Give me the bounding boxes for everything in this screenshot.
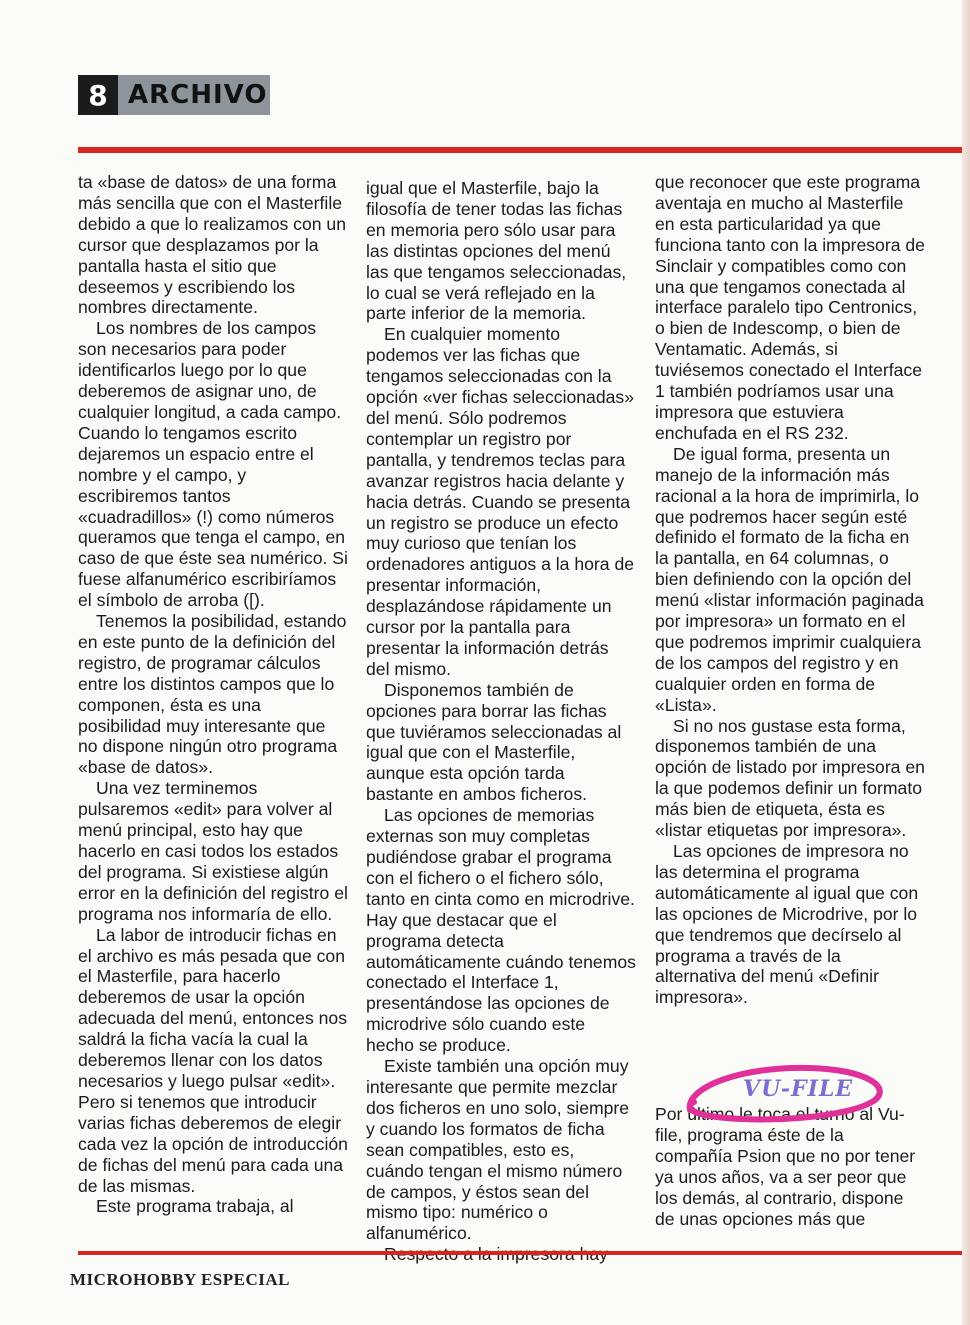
paragraph: Disponemos también de opciones para borrar las fichas que tuviéramos seleccionadas al igual que con el Masterfile, aunque esta opción tarda bastante en ambos ficheros. bbox=[366, 679, 622, 805]
page-edge bbox=[962, 0, 970, 1325]
paragraph: Si no nos gustase esta forma, disponemos también de una opción de listado por impresora en la que podemos definir un formato más bien de etiqueta, ésta es «listar etiquetas por impresora». bbox=[655, 715, 925, 841]
vu-file-heading: VU-FILE bbox=[743, 1076, 854, 1102]
section-title: ARCHIVO bbox=[128, 80, 268, 110]
paragraph: Este programa trabaja, al bbox=[96, 1196, 294, 1217]
paragraph: La labor de introducir fichas en el archivo es más pesada que con el Masterfile, para hacerlo deberemos de usar la opción adecuada del menú, entonces nos saldrá la ficha vacía la cual la deberemos llenar con los datos necesarios y luego pulsar «edit». Pero si tenemos que introducir varias fichas deberemos de elegir cada vez la opción de introducción de fichas del menú para cada una de las mismas. bbox=[78, 924, 348, 1196]
paragraph: Por último le toca el turno al Vu-file, programa éste de la compañía Psion que no por tener ya unos años, va a ser peor que los demás, al contrario, dispone de unas opciones más que bbox=[655, 1104, 916, 1229]
section-header bbox=[78, 75, 270, 115]
paragraph: Tenemos la posibilidad, estando en este punto de la definición del registro, de programar cálculos entre los distintos campos que lo componen, ésta es una posibilidad muy interesante que no dispone ningún otro programa «base de datos». bbox=[78, 611, 347, 778]
paragraph: Las opciones de memorias externas son muy completas pudiéndose grabar el programa con el fichero o el fichero sólo, tanto en cinta como en microdrive. Hay que destacar que el programa detecta automáticamente cuándo tenemos conectado el Interface 1, presentándose las opciones de microdrive sólo cuando este hecho se produce. bbox=[366, 805, 636, 1056]
bottom-divider bbox=[78, 1251, 962, 1255]
paragraph: igual que el Masterfile, bajo la filosofía de tener todas las fichas en memoria pero sólo usar para las distintas opciones del menú las que tengamos seleccionadas, lo cual se verá reflejado en la parte inferior de la memoria. bbox=[366, 178, 627, 324]
footer-publication: MICROHOBBY ESPECIAL bbox=[70, 1270, 290, 1289]
paragraph: Existe también una opción muy interesante que permite mezclar dos ficheros en uno solo, siempre y cuando los formatos de ficha sean compatibles, esto es, cuándo tengan el mismo número de campos, y éstos sean del mismo tipo: numérico o alfanumérico. bbox=[366, 1056, 630, 1244]
paragraph: que reconocer que este programa aventaja en mucho al Masterfile en esta particularidad ya que funciona tanto con la impresora de Sinclair y compatibles como con una que tengamos conectada al interface paralelo tipo Centronics, o bien de Indescomp, o bien de Ventamatic. Además, si tuviésemos conectado el Interface 1 también podríamos usar una impresora que estuviera enchufada en el RS 232. bbox=[655, 172, 925, 443]
paragraph: Los nombres de los campos son necesarios para poder identificarlos luego por lo que deberemos de asignar uno, de cualquier longitud, a cada campo. Cuando lo tengamos escrito dejaremos un espacio entre el nombre y el campo, y escribiremos tantos «cuadradillos» (!) como números queramos que tenga el campo, en caso de que éste sea numérico. Si fuese alfanumérico escribiríamos el símbolo de arroba ([). bbox=[78, 318, 348, 611]
paragraph: ta «base de datos» de una forma más sencilla que con el Masterfile debido a que lo realizamos con un cursor que desplazamos por la pantalla hasta el sitio que deseemos y escribiendo los nombres directamente. bbox=[78, 172, 346, 318]
paragraph: De igual forma, presenta un manejo de la información más racional a la hora de imprimirla, lo que podremos hacer según esté definido el formato de la ficha en la pantalla, en 64 columnas, o bien definiendo con la opción del menú «listar información paginada por impresora» un formato en el que podremos imprimir cualquiera de los campos del registro y en cualquier orden en forma de «Lista». bbox=[655, 443, 924, 715]
text-column-2 bbox=[366, 178, 636, 1265]
text-column-1 bbox=[78, 172, 348, 1217]
top-divider bbox=[78, 147, 962, 153]
paragraph: Una vez terminemos pulsaremos «edit» para volver al menú principal, esto hay que hacerlo en casi todos los estados del programa. Si existiese algún error en la definición del registro el programa nos informaría de ello. bbox=[78, 778, 348, 924]
paragraph: Las opciones de impresora no las determina el programa automáticamente al igual que con las opciones de Microdrive, por lo que tendremos que decírselo al programa a través de la alternativa del menú «Definir impresora». bbox=[655, 841, 919, 1008]
paragraph: En cualquier momento podemos ver las fichas que tengamos seleccionadas con la opción «ver fichas seleccionadas» del menú. Sólo podremos contemplar un registro por pantalla, y tendremos teclas para avanzar registros hacia delante y hacia detrás. Cuando se presenta un registro se produce un efecto muy curioso que tenían los ordenadores antiguos a la hora de presentar información, desplazándose rápidamente un cursor por la pantalla para presentar la información detrás del mismo. bbox=[366, 324, 635, 679]
page-number: 8 bbox=[78, 75, 118, 115]
